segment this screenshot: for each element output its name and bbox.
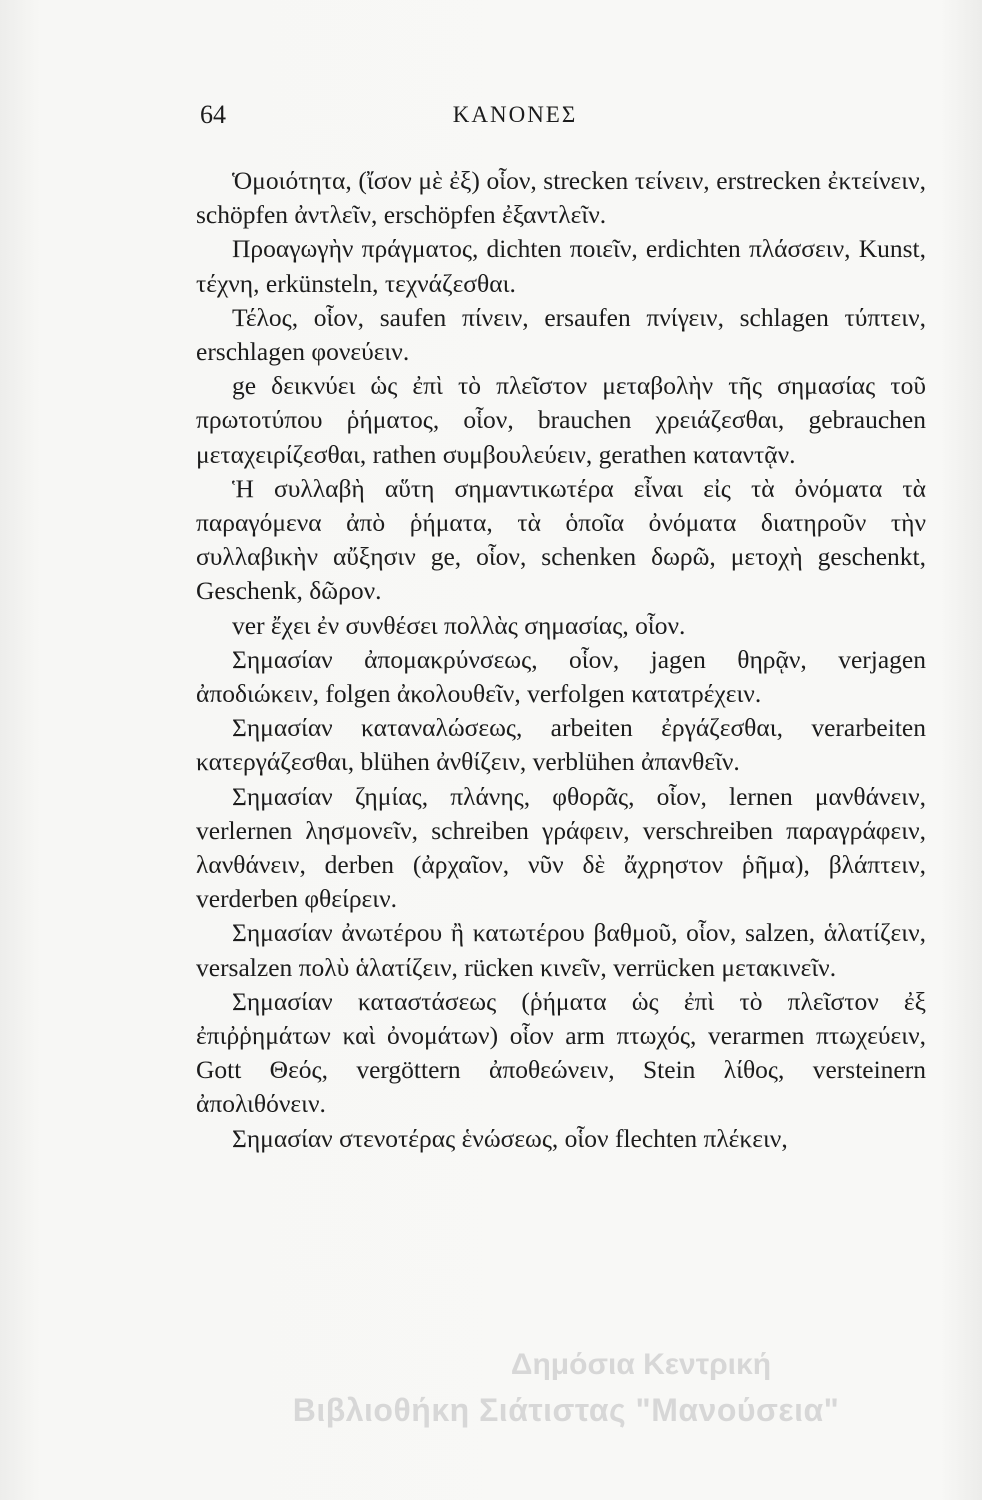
page-number: 64 bbox=[200, 100, 226, 129]
paragraph: Προαγωγὴν πράγματος, dichten ποιεῖν, erdichten πλάσσειν, Kunst, τέχνη, erkünsteln, τεχνάζεσθαι. bbox=[196, 234, 926, 298]
paragraph: Σημασίαν ἀπομακρύνσεως, οἷον, jagen θηρᾷν, verjagen ἀποδιώκειν, folgen ἀκολουθεῖν, verfolgen κατατρέχειν. bbox=[196, 644, 926, 709]
paragraph: ge δεικνύει ὡς ἐπὶ τὸ πλεῖστον μεταβολὴν τῆς σημασίας τοῦ πρωτοτύπου ῥήματος, οἷον, brauchen χρειάζεσθαι, gebrauchen μεταχειρίζεσθαι, rathen συμβουλεύειν, gerathen καταντᾷν. bbox=[196, 371, 926, 469]
paragraph: Σημασίαν καταστάσεως (ῥήματα ὡς ἐπὶ τὸ πλεῖστον ἐξ ἐπιῤῥημάτων καὶ ὀνομάτων) οἷον arm πτωχός, verarmen πτωχεύειν, Gott Θεός, vergöttern ἀποθεώνειν, Stein λίθος, versteinern ἀπολιθόνειν. bbox=[196, 986, 926, 1119]
library-watermark-line-2: Βιβλιοθήκη Σιάτιστας "Μανούσεια" bbox=[292, 1392, 840, 1428]
page-header bbox=[200, 100, 830, 140]
paragraph: Σημασίαν ζημίας, πλάνης, φθορᾶς, οἷον, lernen μανθάνειν, verlernen λησμονεῖν, schreiben γράφειν, verschreiben παραγράφειν, λανθάνειν, derben (ἀρχαῖον, νῦν δὲ ἄχρηστον ῥῆμα), βλάπτειν, verderben φθείρειν. bbox=[196, 781, 926, 914]
paragraph: Ἡ συλλαβὴ αὕτη σημαντικωτέρα εἶναι εἰς τὰ ὀνόματα τὰ παραγόμενα ἀπὸ ῥήματα, τὰ ὁποῖα ὀνόματα διατηροῦν τὴν συλλαβικὴν αὔξησιν ge, οἷον, schenken δωρῶ, μετοχὴ geschenkt, Geschenk, δῶρον. bbox=[196, 473, 926, 606]
paragraph: Τέλος, οἷον, saufen πίνειν, ersaufen πνίγειν, schlagen τύπτειν, erschlagen φονεύειν. bbox=[196, 302, 926, 367]
body-text bbox=[196, 164, 926, 1156]
paragraph: ver ἔχει ἐν συνθέσει πολλὰς σημασίας, οἷον. bbox=[232, 610, 686, 640]
paragraph: Σημασίαν καταναλώσεως, arbeiten ἐργάζεσθαι, verarbeiten κατεργάζεσθαι, blühen ἀνθίζειν, verblühen ἀπανθεῖν. bbox=[196, 713, 926, 777]
running-title: ΚΑΝΟΝΕΣ bbox=[452, 102, 578, 127]
paragraph: Σημασίαν στενοτέρας ἑνώσεως, οἷον flechten πλέκειν, bbox=[232, 1123, 788, 1153]
paragraph: Σημασίαν ἀνωτέρου ἢ κατωτέρου βαθμοῦ, οἷον, salzen, ἁλατίζειν, versalzen πολὺ ἁλατίζειν, rücken κινεῖν, verrücken μετακινεῖν. bbox=[196, 918, 926, 982]
paragraph: Ὁμοιότητα, (ἴσον μὲ ἐξ) οἷον, strecken τείνειν, erstrecken ἐκτείνειν, schöpfen ἀντλεῖν, erschöpfen ἐξαντλεῖν. bbox=[196, 166, 926, 230]
library-watermark-line-1: Δημόσια Κεντρική bbox=[510, 1348, 772, 1381]
